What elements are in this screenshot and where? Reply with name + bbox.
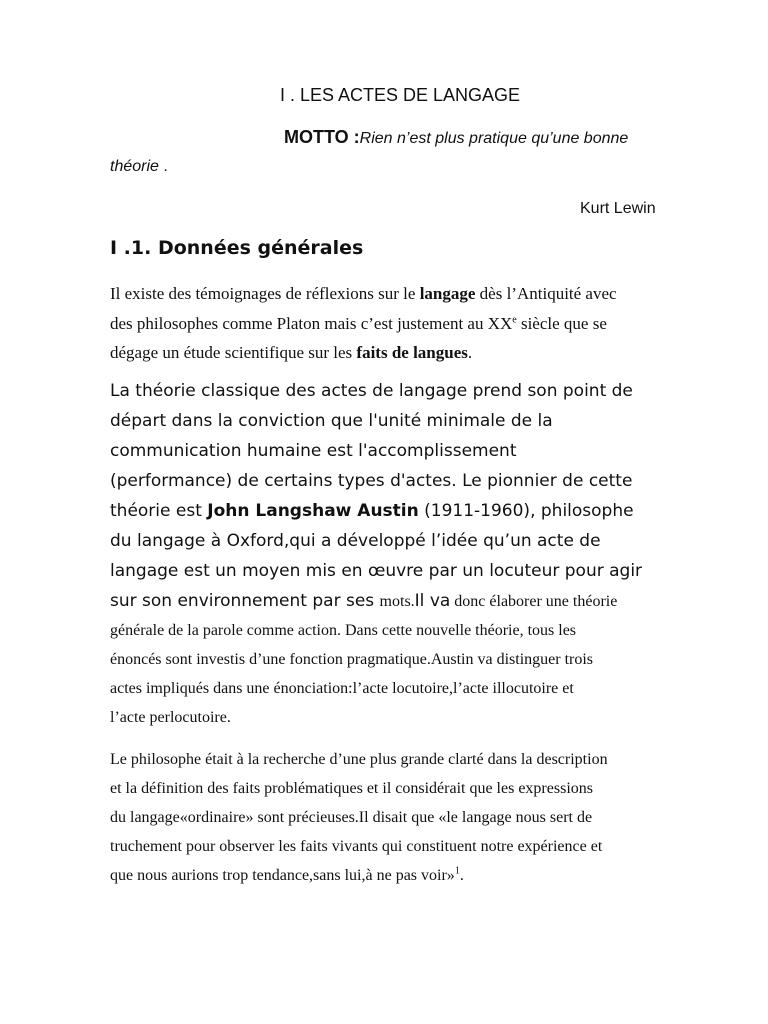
motto-label: MOTTO : <box>284 127 360 147</box>
para2-line4: (performance) de certains types d'actes. Le pionnier de cette <box>110 471 633 491</box>
text: Il existe des témoignages de réflexions sur le <box>110 284 420 303</box>
page-title: I . LES ACTES DE LANGAGE <box>279 85 521 105</box>
text: donc élaborer une théorie <box>450 593 618 610</box>
para2-line12: l’acte perlocutoire. <box>110 709 231 726</box>
text: (1911-1960), philosophe <box>418 501 634 521</box>
text: sur son environnement par ses <box>110 591 380 611</box>
section-heading: I .1. Données générales <box>110 237 364 259</box>
motto <box>284 127 628 148</box>
text: . <box>459 867 464 884</box>
para3-line4: truchement pour observer les faits vivants qui constituent notre expérience et <box>110 838 603 855</box>
bold-term-faits-de-langues: faits de langues <box>356 343 468 362</box>
para2-line7: langage est un moyen mis en œuvre par un locuteur pour agir <box>110 561 643 581</box>
motto-text-line2: théorie <box>110 158 159 175</box>
footnote-marker[interactable]: 1 <box>454 865 460 877</box>
bold-author-name: John Langshaw Austin <box>207 501 419 521</box>
text: . <box>467 343 473 362</box>
text: dès l’Antiquité avec <box>475 284 617 303</box>
para2-line9: générale de la parole comme action. Dans cette nouvelle théorie, tous les <box>110 622 577 639</box>
para1-line2 <box>110 314 607 334</box>
superscript: e <box>512 314 517 326</box>
text: Il va <box>414 591 451 611</box>
text: des philosophes comme Platon mais c’est justement au XX <box>110 314 513 333</box>
para2-line11: actes impliqués dans une énonciation:l’acte locutoire,l’acte illocutoire et <box>110 680 574 697</box>
motto-continuation <box>110 158 168 176</box>
para3-line5 <box>110 867 464 885</box>
para1-line1 <box>110 284 617 304</box>
motto-text-line1: Rien n’est plus pratique qu’une bonne <box>359 130 629 147</box>
para2-line5 <box>110 501 634 521</box>
para2-line8 <box>110 591 617 611</box>
motto-author: Kurt Lewin <box>580 200 656 217</box>
para2-line3: communication humaine est l'accomplissement <box>110 441 517 461</box>
text: mots. <box>379 593 415 610</box>
para2-line6: du langage à Oxford,qui a développé l’idée qu’un acte de <box>110 531 601 551</box>
text: que nous aurions trop tendance,sans lui,à ne pas voir» <box>110 867 455 884</box>
para3-line2: et la définition des faits problématiques et il considérait que les expressions <box>110 780 593 797</box>
motto-text-end: . <box>158 158 168 175</box>
para3-line3: du langage«ordinaire» sont précieuses.Il disait que «le langage nous sert de <box>110 809 593 826</box>
text: siècle que se <box>516 314 607 333</box>
text: théorie est <box>110 501 208 521</box>
para2-line1: La théorie classique des actes de langage prend son point de <box>110 381 633 401</box>
para3-line1: Le philosophe était à la recherche d’une plus grande clarté dans la description <box>110 751 608 768</box>
text: dégage un étude scientifique sur les <box>110 343 357 362</box>
para1-line3 <box>110 343 472 363</box>
para2-line10: énoncés sont investis d’une fonction pragmatique.Austin va distinguer trois <box>110 651 594 668</box>
bold-term-langage: langage <box>419 284 476 303</box>
para2-line2: départ dans la conviction que l'unité minimale de la <box>110 411 553 431</box>
